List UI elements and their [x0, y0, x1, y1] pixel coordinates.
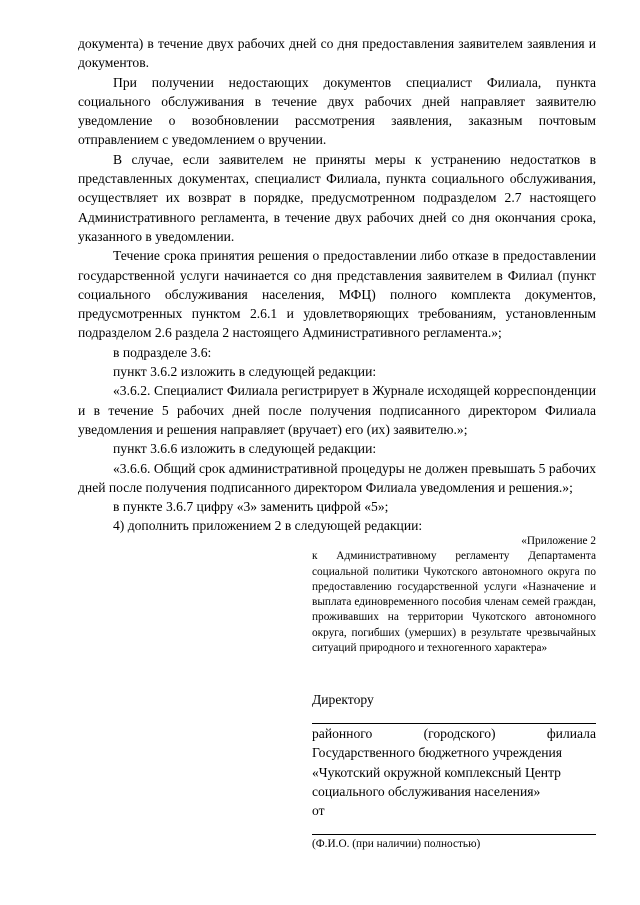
branch-line: [312, 724, 596, 743]
branch-word-2: (городского): [423, 726, 496, 742]
addressee-block: [312, 690, 596, 854]
paragraph-11: 4) дополнить приложением 2 в следующей редакции:: [113, 518, 423, 534]
org-line-3: социального обслуживания населения»: [312, 783, 541, 799]
paragraph-10: в пункте 3.6.7 цифру «3» заменить цифрой «5»;: [113, 499, 389, 515]
main-text: [78, 34, 596, 536]
paragraph-7: «3.6.2. Специалист Филиала регистрирует в Журнале исходящей корреспонденции и в течение 5 рабочих дней после получения подписанного директором Филиала уведомления и решения направляет (вручает) его (их) заявителю.»;: [78, 383, 596, 437]
org-line-1: Государственного бюджетного учреждения: [312, 745, 563, 761]
branch-word-1: районного: [312, 726, 373, 742]
paragraph-4: Течение срока принятия решения о предоставлении либо отказе в предоставлении государственной услуги начинается со дня представления заявителем в Филиал (пункт социального обслуживания населения, МФЦ) полного комплекта документов, предусмотренных пунктом 2.6.1 и удовлетворяющих требованиям, установленным подразделом 2.6 раздела 2 настоящего Административного регламента.»;: [78, 248, 596, 341]
org-line-2: «Чукотский окружной комплексный Центр: [312, 764, 561, 780]
fio-caption: (Ф.И.О. (при наличии) полностью): [312, 838, 481, 851]
addressee-heading: Директору: [312, 692, 374, 707]
appendix-text: к Административному регламенту Департамента социальной политики Чукотского автономного округа по предоставлению государственной услуги «Назначение и выплата единовременного пособия членам семей граждан, проживавших на территории Чукотского автономного округа, погибших (умерших) в результате чрезвычайных ситуаций природного и техногенного характера»: [312, 550, 596, 655]
branch-word-3: филиала: [546, 726, 596, 742]
appendix-header: [312, 534, 596, 656]
from-label: от: [312, 803, 325, 819]
paragraph-1: документа) в течение двух рабочих дней со дня предоставления заявителем заявления и документов.: [78, 36, 596, 71]
paragraph-8: пункт 3.6.6 изложить в следующей редакции:: [113, 441, 377, 457]
paragraph-9: «3.6.6. Общий срок административной процедуры не должен превышать 5 рабочих дней после получения подписанного директором Филиала уведомления и решения.»;: [78, 460, 596, 495]
appendix-title: «Приложение 2: [521, 535, 596, 547]
paragraph-5: в подразделе 3.6:: [113, 344, 212, 360]
paragraph-2: При получении недостающих документов специалист Филиала, пункта социального обслуживания в течение двух рабочих дней направляет заявителю уведомление о возобновлении рассмотрения заявления, заказным почтовым отправлением с уведомлением о вручении.: [78, 74, 596, 148]
paragraph-6: пункт 3.6.2 изложить в следующей редакции:: [113, 364, 377, 380]
paragraph-3: В случае, если заявителем не приняты меры к устранению недостатков в представленных документах, специалист Филиала, пункта социального обслуживания, осуществляет их возврат в порядке, предусмотренном подразделом 2.7 настоящего Административного регламента, в течение двух рабочих дней со дня окончания срока, указанного в уведомлении.: [78, 151, 596, 244]
